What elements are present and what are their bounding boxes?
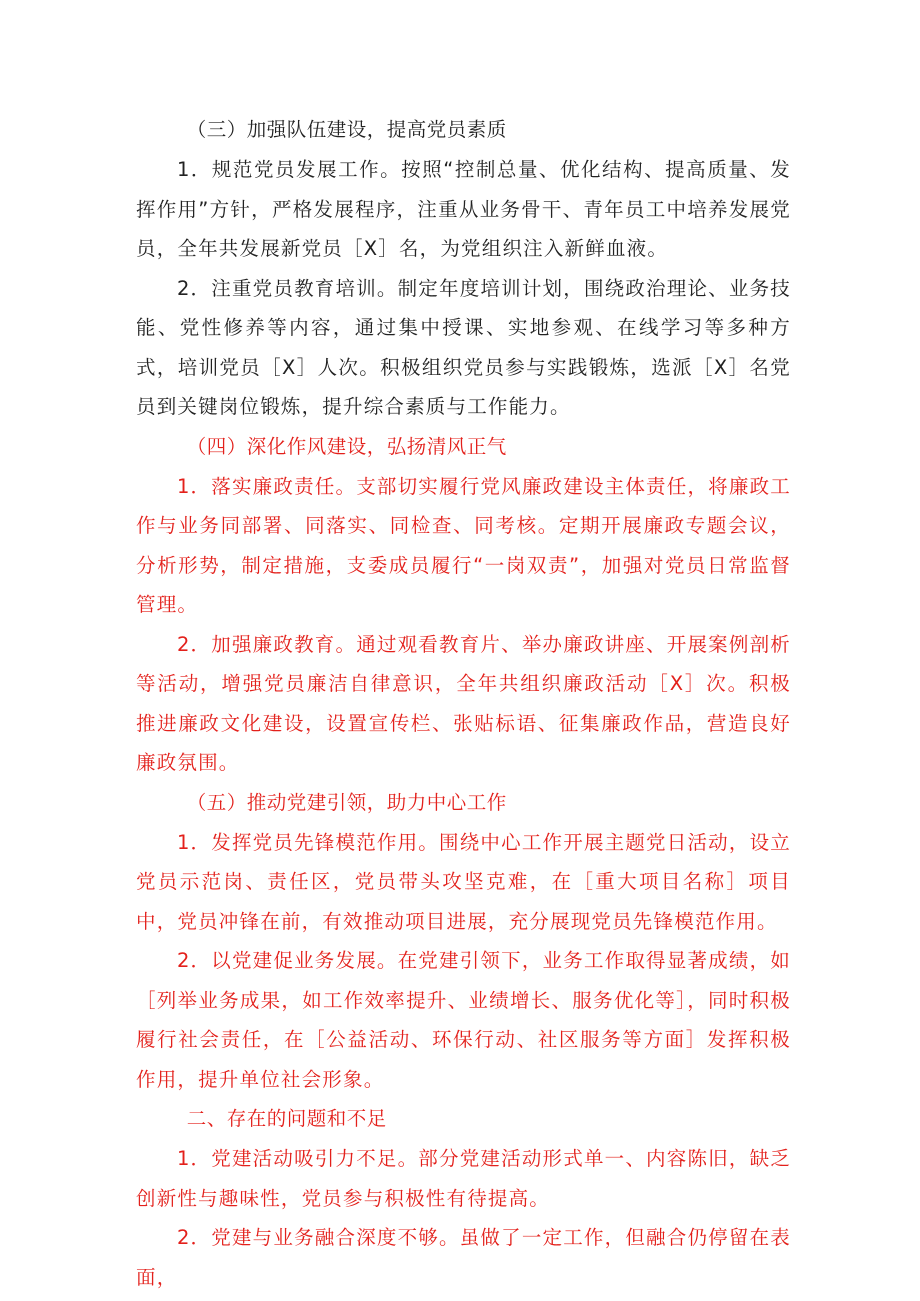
paragraph-3-1: 1．规范党员发展工作。按照“控制总量、优化结构、提高质量、发挥作用”方针，严格发展程序，注重从业务骨干、青年员工中培养发展党员，全年共发展新党员［X］名，为党组织注入新鲜血液。 — [136, 158, 791, 260]
document-body — [136, 110, 791, 1297]
paragraph-3-2: 2．注重党员教育培训。制定年度培训计划，围绕政治理论、业务技能、党性修养等内容，通过集中授课、实地参观、在线学习等多种方式，培训党员［X］人次。积极组织党员参与实践锻炼，选派［X］名党员到关键岗位锻炼，提升综合素质与工作能力。 — [136, 276, 791, 418]
section-heading-4: （四）深化作风建设，弘扬清风正气 — [186, 434, 507, 458]
paragraph-5-1: 1．发挥党员先锋模范作用。围绕中心工作开展主题党日活动，设立党员示范岗、责任区，党员带头攻坚克难，在［重大项目名称］项目中，党员冲锋在前，有效推动项目进展，充分展现党员先锋模范作用。 — [136, 830, 791, 933]
paragraph-problem-1: 1．党建活动吸引力不足。部分党建活动形式单一、内容陈旧，缺乏创新性与趣味性，党员参与积极性有待提高。 — [136, 1147, 791, 1210]
paragraph-5-2: 2．以党建促业务发展。在党建引领下，业务工作取得显著成绩，如［列举业务成果，如工作效率提升、业绩增长、服务优化等］，同时积极履行社会责任，在［公益活动、环保行动、社区服务等方面］发挥积极作用，提升单位社会形象。 — [136, 949, 791, 1091]
section-heading-3: （三）加强队伍建设，提高党员素质 — [186, 118, 507, 141]
section-heading-5: （五）推动党建引领，助力中心工作 — [186, 790, 507, 814]
paragraph-problem-2: 2．党建与业务融合深度不够。虽做了一定工作，但融合仍停留在表面， — [136, 1226, 791, 1289]
paragraph-4-2: 2．加强廉政教育。通过观看教育片、举办廉政讲座、开展案例剖析等活动，增强党员廉洁自律意识，全年共组织廉政活动［X］次。积极推进廉政文化建设，设置宣传栏、张贴标语、征集廉政作品，营造良好廉政氛围。 — [136, 632, 791, 774]
paragraph-4-1: 1．落实廉政责任。支部切实履行党风廉政建设主体责任，将廉政工作与业务同部署、同落实、同检查、同考核。定期开展廉政专题会议，分析形势，制定措施，支委成员履行“一岗双责”，加强对党员日常监督管理。 — [136, 474, 791, 616]
part-heading-2: 二、存在的问题和不足 — [186, 1107, 387, 1130]
